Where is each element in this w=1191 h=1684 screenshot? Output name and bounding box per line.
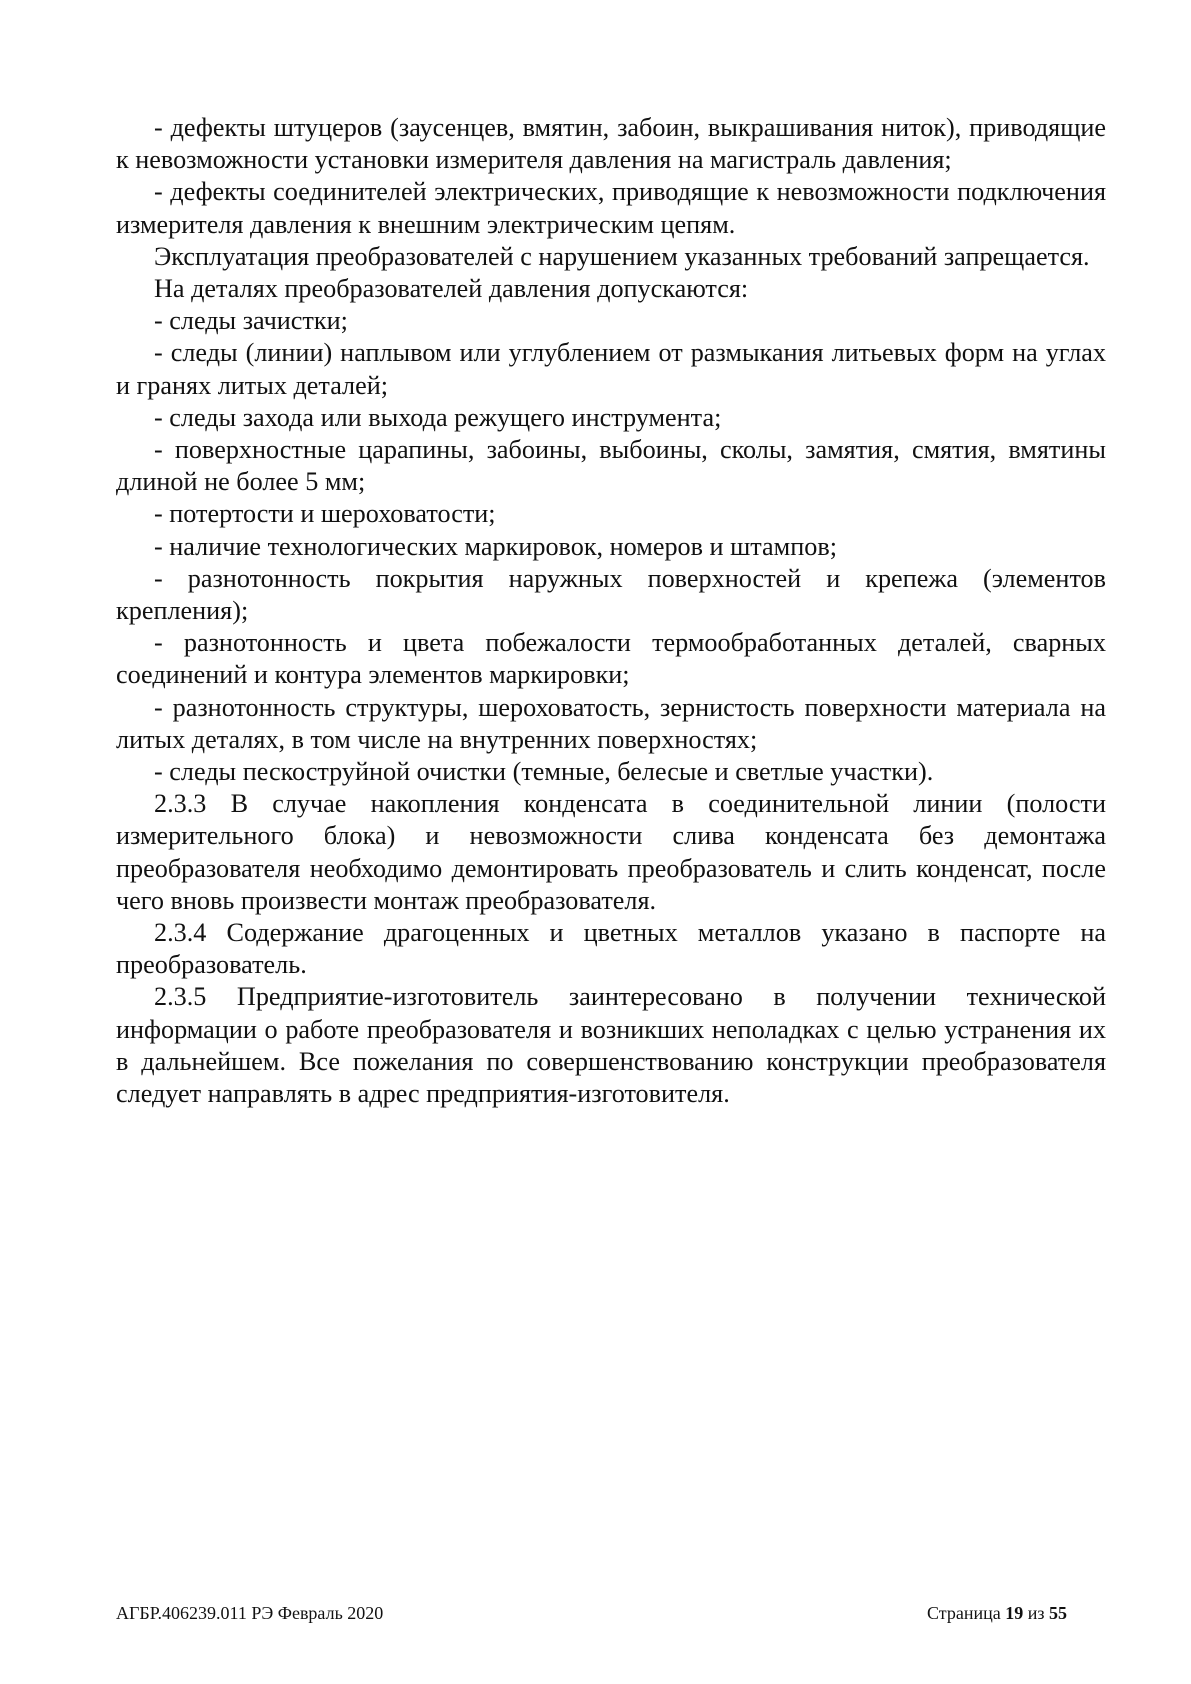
paragraph-bullet-heat-tint: - разнотонность и цвета побежалости термообработанных деталей, сварных соединений и контура элементов маркировки; (116, 628, 1106, 690)
paragraph-2-3-5-feedback: 2.3.5 Предприятие-изготовитель заинтересовано в получении технической информации о работе преобразователя и возникших неполадках с целью устранения их в дальнейшем. Все пожелания по совершенствованию конструкции преобразователя следует направлять в адрес предприятия-изготовителя. (116, 982, 1106, 1109)
page-total: 55 (1049, 1603, 1067, 1623)
paragraph-bullet-cast-structure: - разнотонность структуры, шероховатость, зернистость поверхности материала на литых деталях, в том числе на внутренних поверхностях; (116, 692, 1106, 754)
paragraph-bullet-markings: - наличие технологических маркировок, номеров и штампов; (154, 531, 837, 561)
page-current: 19 (1005, 1603, 1024, 1623)
footer-page-number (927, 1602, 1067, 1624)
paragraph-bullet-coating-tone: - разнотонность покрытия наружных поверхностей и крепежа (элементов крепления); (116, 563, 1106, 626)
footer-doc-code: АГБР.406239.011 РЭ Февраль 2020 (116, 1603, 384, 1623)
paragraph-allowed-intro: На деталях преобразователей давления допускаются: (154, 274, 749, 304)
page-of: из (1027, 1603, 1045, 1623)
paragraph-operation-prohibited: Эксплуатация преобразователей с нарушением указанных требований запрещается. (154, 241, 1090, 271)
paragraph-bullet-sandblast: - следы пескоструйной очистки (темные, белесые и светлые участки). (154, 757, 934, 787)
paragraph-bullet-surface-scratches: - поверхностные царапины, забоины, выбоины, сколы, замятия, смятия, вмятины длиной не более 5 мм; (116, 435, 1106, 497)
paragraph-2-3-3-condensate: 2.3.3 В случае накопления конденсата в соединительной линии (полости измерительного блока) и невозможности слива конденсата без демонтажа преобразователя необходимо демонтировать преобразователь и слить конденсат, после чего вновь произвести монтаж преобразователя. (116, 789, 1106, 915)
paragraph-bullet-cleaning-marks: - следы зачистки; (154, 306, 348, 336)
page-word: Страница (927, 1603, 1001, 1623)
paragraph-bullet-connector-defects: - дефекты соединителей электрических, приводящие к невозможности подключения измерителя давления к внешним электрическим цепям. (116, 177, 1106, 239)
paragraph-bullet-tool-marks: - следы захода или выхода режущего инструмента; (154, 402, 722, 432)
paragraph-2-3-4-metals: 2.3.4 Содержание драгоценных и цветных металлов указано в паспорте на преобразователь. (116, 918, 1106, 980)
document-body (116, 112, 1106, 1110)
paragraph-bullet-abrasions: - потертости и шероховатости; (154, 499, 496, 529)
paragraph-bullet-mold-lines: - следы (линии) наплывом или углублением от размыкания литьевых форм на углах и гранях литых деталей; (116, 338, 1106, 400)
paragraph-bullet-fittings-defects: - дефекты штуцеров (заусенцев, вмятин, забоин, выкрашивания ниток), приводящие к невозможности установки измерителя давления на магистраль давления; (116, 113, 1106, 175)
